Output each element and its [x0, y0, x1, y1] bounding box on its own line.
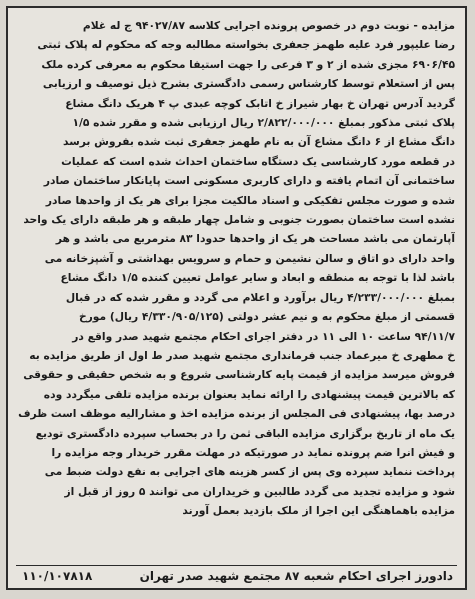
- notice-line: واحد دارای دو اتاق و سالن نشیمن و حمام و سرویس بهداشتی و آشپزخانه می: [44, 251, 455, 265]
- notice-line: شده و صورت مجلس تفکیکی و اسناد مالکیت مجزا برای هر یک از واحدها صادر: [45, 193, 455, 207]
- notice-line: پلاک ثبتی مذکور بمبلغ ۲/۸۲۲/۰۰۰/۰۰۰ ریال ارزیابی شده و مقرر شده ۱/۵: [72, 116, 455, 130]
- notice-line: مزایده - نوبت دوم در خصوص پرونده اجرایی کلاسه ۹۴۰۲۷/۸۷ ج له غلام: [82, 19, 455, 32]
- notice-line: خ مطهری خ میرعماد جنب فرمانداری مجتمع شهید صدر ط اول از طریق مزایده به: [29, 348, 455, 362]
- notice-line: شود و مزایده تجدید می گردد طالبین و خریداران می توانند ۵ روز از قبل از: [64, 484, 455, 498]
- footer-divider: [16, 565, 457, 566]
- notice-line: مزایده باهماهنگی این اجرا از ملک بازدید بعمل آورند: [182, 504, 455, 518]
- notice-line: رضا علیپور فرد علیه طهمز جعفری بخواسته مطالبه وجه که محکوم له پلاک ثبتی: [37, 38, 455, 52]
- notice-line: گردید آدرس تهران خ بهار شیراز خ اتابک کوچه عبدی پ ۴ هریک دانگ مشاع: [65, 96, 455, 110]
- notice-footer: [16, 569, 457, 587]
- notice-line: و فیش انرا ضم پرونده نماید در صورتیکه در مهلت مقرر خریدار وجه مزایده را: [51, 445, 455, 459]
- notice-body: [18, 16, 455, 521]
- notice-line: نشده است ساختمان بصورت جنوبی و شامل چهار طبقه و هر طبقه دارای یک واحد: [23, 213, 455, 227]
- notice-line: آپارتمان می باشد مساحت هر یک از واحدها حدودا ۸۳ مترمربع می باشد و هر: [55, 232, 455, 246]
- notice-line: ساختمانی آن اتمام یافته و دارای کاربری مسکونی است پایانکار ساختمان صادر: [43, 174, 455, 188]
- notice-line: یک ماه از تاریخ برگزاری مزایده الباقی ثمن را در بحساب سپرده دادگستری تودیع: [35, 426, 455, 440]
- notice-line: پرداخت ننماید سپرده وی پس از کسر هزینه های اجرایی به نفع دولت ضبط می: [44, 465, 455, 479]
- notice-line: که بالاترین قیمت پیشنهادی را ارائه نماید بعنوان برنده مزایده تلقی میگردد وده: [43, 387, 455, 401]
- notice-line: دانگ مشاع از ۶ دانگ مشاع آن به نام طهمز جعفری ثبت شده بفروش برسد: [63, 135, 455, 149]
- notice-line: درصد بها، پیشنهادی فی المجلس از برنده مزایده اخذ و مشارالیه موظف است ظرف: [18, 407, 455, 421]
- notice-line: ۶۹۰۶/۴۵ مجزی شده از ۲ و ۳ فرعی را جهت استیفا محکوم به معرفی کرده ملک: [41, 57, 455, 71]
- notice-line: ۹۴/۱۱/۷ ساعت ۱۰ الی ۱۱ در دفتر اجرای احکام مجتمع شهید صدر واقع در: [72, 329, 455, 343]
- notice-line: در قطعه مورد کارشناسی یک دستگاه ساختمان احداث شده است که عملیات: [61, 154, 455, 168]
- auction-notice: [6, 6, 467, 590]
- notice-line: قسمتی از مبلغ محکوم به و نیم عشر دولتی (۴/۳۳۰/۹۰۵/۱۲۵ ریال) مورخ: [78, 310, 455, 324]
- notice-line: پس از استعلام توسط کارشناس رسمی دادگستری بشرح ذیل توصیف و ارزیابی: [42, 77, 455, 91]
- notice-line: فروش میرسد مزایده از قیمت پایه کارشناسی شروع و به شخص حقیقی و حقوقی: [23, 368, 455, 382]
- issuing-office: دادورز اجرای احکام شعبه ۸۷ مجتمع شهید صدر تهران: [139, 569, 453, 583]
- notice-line: بمبلغ ۴/۲۳۳/۰۰۰/۰۰۰ ریال برآورد و اعلام می گردد و مقرر شده که در قبال: [65, 290, 455, 304]
- notice-number: ۱۱۰/۱۰۷۸۱۸: [22, 569, 93, 583]
- notice-line: باشد لذا با توجه به منطقه و ابعاد و سایر عوامل تعیین کننده ۱/۵ دانگ مشاع: [60, 271, 455, 285]
